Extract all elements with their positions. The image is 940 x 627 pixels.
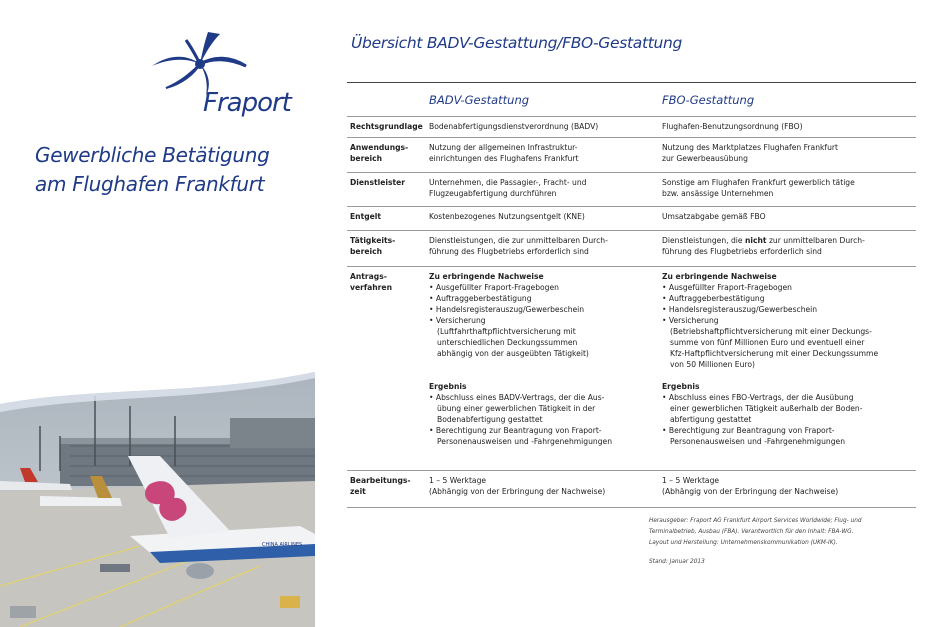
imprint-line: Herausgeber: Fraport AG Frankfurt Airport Services Worldwide; Flug- und [649,518,862,524]
badv-cell: Unternehmen, die Passagier-, Fracht- und Flugzeugabfertigung durchführen [429,178,587,198]
fbo-cell: Sonstige am Flughafen Frankfurt gewerblich tätige bzw. ansässige Unternehmen [662,178,855,198]
headline-line-1: Gewerbliche Betätigung [35,143,270,167]
imprint-line: Terminalbetrieb, Ausbau (FBA). Verantwortlich für den Inhalt: FBA-WG. [649,529,854,535]
imprint [649,516,919,568]
fbo-cell: Flughafen-Benutzungsordnung (FBO) [662,122,803,131]
fbo-cell: Nutzung des Marktplatzes Flughafen Frankfurt zur Gewerbeausübung [662,143,839,163]
badv-cell: Zu erbringende Nachweise • Ausgefüllter Fraport-Fragebogen • Auftraggeberbestätigung • Handelsregisterauszug/Gewerbeschein • Versicherung (Luftfahrthaftpflichtversicherung mit unterschiedlichen Deckungssummen abhängig von der ausgeübten Tätigkeit) Ergebnis • Abschluss eines BADV-Vertrags, der die Aus- übung einer gewerblichen Tätigkeit in der Bodenabfertigung gestattet • Berechtigung zur Beantragung von Fraport- Personenausweisen und -Fahrgenehmigungen [429,272,613,446]
row-label: Dienstleister [350,178,406,187]
row-label: Entgelt [350,212,382,221]
table-row [347,172,916,206]
fbo-cell: Zu erbringende Nachweise • Ausgefüllter Fraport-Fragebogen • Auftraggeberbestätigung • Handelsregisterauszug/Gewerbeschein • Versicherung (Betriebshaftpflichtversicherung mit einer Deckungs- summe von fünf Millionen Euro und eventuell einer Kfz-Haftpflichtversicherung mit einer Deckungssumme von 50 Millionen Euro) Ergebnis • Abschluss eines FBO-Vertrags, der die Ausübung einer gewerblichen Tätigkeit außerhalb der Boden- abfertigung gestattet • Berechtigung zur Beantragung von Fraport- Personenausweisen und -Fahrgenehmigungen [662,272,879,446]
row-label: Rechtsgrundlage [350,122,423,131]
table-row [347,116,916,137]
table-row [347,230,916,266]
badv-cell: 1 – 5 Werktage (Abhängig von der Erbringung der Nachweise) [429,476,606,496]
fbo-cell: 1 – 5 Werktage (Abhängig von der Erbringung der Nachweise) [662,476,839,496]
badv-cell: Bodenabfertigungsdienstverordnung (BADV) [429,122,599,131]
row-label: Anwendungs- bereich [350,143,409,163]
column-header-badv: BADV-Gestattung [429,93,530,107]
header-rule [347,82,916,83]
table-row [347,266,916,470]
fraport-logo [150,28,310,118]
overview-panel [315,0,940,627]
table-row [347,470,916,508]
row-label: Antrags- verfahren [350,272,392,292]
badv-cell: Kostenbezogenes Nutzungsentgelt (KNE) [429,212,585,221]
headline-line-2: am Flughafen Frankfurt [35,172,265,196]
column-header-fbo: FBO-Gestattung [662,93,755,107]
airport-apron-photo [0,356,315,627]
cover-panel [0,0,315,627]
row-label: Tätigkeits- bereich [350,236,396,256]
badv-cell: Dienstleistungen, die zur unmittelbaren Durch- führung des Flugbetriebs erforderlich sind [429,236,608,256]
badv-cell: Nutzung der allgemeinen Infrastruktur- einrichtungen des Flughafens Frankfurt [429,143,579,163]
logo-wordmark: Fraport [203,88,291,118]
table-row [347,137,916,172]
fbo-cell: Umsatzabgabe gemäß FBO [662,212,766,221]
row-label: Bearbeitungs- zeit [350,476,411,496]
imprint-line: Layout und Herstellung: Unternehmenskommunikation (UKM-IK). [649,540,838,546]
tail-lettering: CHINA AIRLINES [262,542,303,548]
date-stamp: Stand: Januar 2013 [649,559,705,565]
comparison-table [347,116,916,508]
table-row [347,206,916,230]
cover-headline [35,141,270,199]
fbo-cell: Dienstleistungen, die nicht zur unmittelbaren Durch- führung des Flugbetriebs erforderlich sind [662,236,865,256]
document-title: Übersicht BADV-Gestattung/FBO-Gestattung [351,34,683,52]
